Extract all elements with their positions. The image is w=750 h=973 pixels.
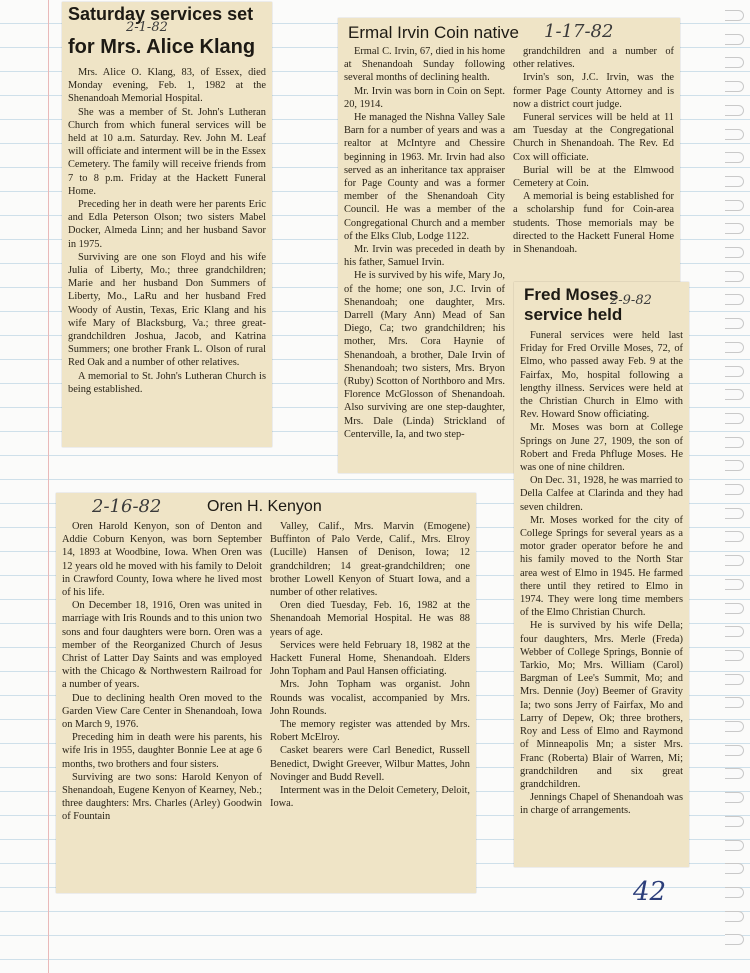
klang-date: 2-1-82 [126, 20, 168, 35]
clipping-moses [514, 282, 689, 867]
klang-headline-2: for Mrs. Alice Klang [68, 36, 256, 58]
spiral-hole [725, 863, 744, 874]
klang-headline-1: Saturday services set [68, 4, 254, 24]
kenyon-paragraph: Interment was in the Deloit Cemetery, Deloit, Iowa. [270, 785, 470, 810]
moses-paragraph: Mr. Moses was born at College Springs on June 27, 1909, the son of Robert and Freda Phfluge Moses. He was one of nine children. [520, 422, 683, 474]
spiral-hole [725, 413, 744, 424]
spiral-hole [725, 57, 744, 68]
spiral-hole [725, 603, 744, 614]
irvin-paragraph: He managed the Nishna Valley Sale Barn for a number of years and was a realtor at McIntyre and Chessire beginning in 1963. Mr. Irvin had also served as an inheritance tax appraiser for Page County and was a former member of the Shenandoah City Council. He was a member of the Congregational Church and a member of the Elks Club, Lodge 1122. [344, 112, 505, 242]
klang-paragraph: She was a member of St. John's Lutheran Church from which funeral services will be held at 10 a.m. Saturday. Rev. John M. Leaf will officiate and interment will be in the Essex Cemetery. The family will receive friends from 7 to 8 p.m. Friday at the Hackett Funeral Home. [68, 106, 266, 197]
klang-body [68, 66, 266, 396]
moses-paragraph: Mr. Moses worked for the city of College Springs for several years as a motor grader operator before he and his family moved to the North Star area west of Elmo in 1945. He farmed there until they retired to Elmo in 1974. They were long time members of the Elmo Christian Church. [520, 514, 683, 619]
kenyon-column-1 [62, 520, 262, 824]
spiral-hole [725, 342, 744, 353]
clipping-kenyon [56, 493, 476, 893]
spiral-hole [725, 721, 744, 732]
kenyon-paragraph: Oren Harold Kenyon, son of Denton and Addie Coburn Kenyon, was born September 14, 1893 at Woodbine, Iowa. When Oren was 12 years old he moved with his family to Deloit in Crawford County, Iowa where he lived most of his life. [62, 521, 262, 599]
moses-date: 2-9-82 [610, 293, 652, 308]
kenyon-paragraph: Casket bearers were Carl Benedict, Russell Benedict, Dwight Greever, Wilbur Mattes, John Novinger and Budd Revell. [270, 745, 470, 783]
page-number: 42 [633, 877, 667, 907]
irvin-paragraph: Burial will be at the Elmwood Cemetery at Coin. [513, 164, 674, 190]
klang-paragraph: Surviving are one son Floyd and his wife Julia of Liberty, Mo.; three grandchildren; Marie and her husband Don Summers of Liberty, Mo., LaRu and her husband Fred Woody of Austin, Texas, Eric Klang and his wife Mary of Blacksburg, Va.; three great-grandchildren Joshua, Jacob, and Katrina Summers; one brother Frank L. Olson of rural Red Oak and a number of other relatives. [68, 251, 266, 369]
spiral-hole [725, 460, 744, 471]
kenyon-headline: Oren H. Kenyon [207, 498, 322, 515]
moses-headline-2: service held [524, 305, 623, 324]
kenyon-paragraph: On December 18, 1916, Oren was united in marriage with Iris Rounds and to this union two sons and four daughters were born. Oren was a member of the Reorganized Church of Jesus Christ of Latter Day Saints and was employed with the Chicago & Northwestern Railroad for a number of years. [62, 600, 262, 691]
spiral-hole [725, 366, 744, 377]
spiral-hole [725, 81, 744, 92]
kenyon-paragraph: Due to declining health Oren moved to the Garden View Care Center in Shenandoah, Iowa on March 9, 1976. [62, 692, 262, 731]
spiral-hole [725, 840, 744, 851]
spiral-hole [725, 768, 744, 779]
spiral-hole [725, 437, 744, 448]
kenyon-paragraph: Services were held February 18, 1982 at the Hackett Funeral Home, Shenandoah. Elders John Topham and Paul Hansen officiating. [270, 639, 470, 678]
kenyon-paragraph: Surviving are two sons: Harold Kenyon of Shenandoah, Eugene Kenyon of Kearney, Neb.; three daughters: Mrs. Charles (Arley) Goodwin of Fountain [62, 771, 262, 823]
spiral-hole [725, 200, 744, 211]
moses-paragraph: He is survived by his wife Della; four daughters, Mrs. Merle (Freda) Webber of College Springs, Bonnie of Tarkio, Mo; Mrs. William (Carol) Bargman of Lee's Summit, Mo; and Mrs. Dennie (Joy) Beemer of Gravity Ia; two sons Jerry of Fairfax, Mo and Larry of Depew, Ok; three brothers, Roy and Less of Elmo and Raymond of Minneapolis Mn; a sister Mrs. Franc (Roberta) Blair of Warren, Mi; grandchildren and six great grandchildren. [520, 620, 683, 790]
spiral-hole [725, 389, 744, 400]
spiral-hole [725, 911, 744, 922]
kenyon-columns [62, 520, 470, 824]
spiral-hole [725, 129, 744, 140]
kenyon-column-2 [270, 520, 470, 824]
kenyon-paragraph: Oren died Tuesday, Feb. 16, 1982 at the Shenandoah Memorial Hospital. He was 88 years of age. [270, 600, 470, 638]
spiral-hole [725, 579, 744, 590]
clipping-klang [62, 2, 272, 447]
irvin-headline: Ermal Irvin Coin native [348, 23, 520, 42]
spiral-hole [725, 105, 744, 116]
spiral-hole [725, 247, 744, 258]
irvin-column-1 [344, 45, 505, 441]
klang-paragraph: A memorial to St. John's Lutheran Church is being established. [68, 370, 266, 395]
kenyon-paragraph: The memory register was attended by Mrs. Robert McElroy. [270, 719, 470, 744]
kenyon-paragraph: Mrs. John Topham was organist. John Rounds was vocalist, accompanied by Mrs. John Rounds. [270, 679, 470, 717]
spiral-hole [725, 555, 744, 566]
irvin-paragraph: He is survived by his wife, Mary Jo, of the home; one son, J.C. Irvin of Shenandoah; one daughter, Mrs. Darrell (Mary Ann) Mead of San Diego, Ca; two grandchildren; his mother, Mrs. Cora Haynie of Shenandoah, a brother, Dale Irvin of Shenandoah; two sisters, Mrs. Bryon (Ruby) Scotton of Northboro and Mrs. Florence McGlosson of Shenandoah. Also surviving are one step-daughter, Mrs. Dale (Linda) Strickland of Centerville, Ia, and two step- [344, 270, 505, 440]
spiral-hole [725, 176, 744, 187]
spiral-hole [725, 816, 744, 827]
spiral-hole [725, 934, 744, 945]
spiral-hole [725, 294, 744, 305]
irvin-paragraph: Ermal C. Irvin, 67, died in his home at Shenandoah Sunday following several months of declining health. [344, 46, 505, 84]
irvin-paragraph: A memorial is being established for a scholarship fund for Coin-area students. Those memorials may be directed to the Hackett Funeral Home in Shenandoah. [513, 191, 674, 256]
spiral-hole [725, 152, 744, 163]
spiral-hole [725, 650, 744, 661]
spiral-holes [720, 10, 744, 960]
spiral-hole [725, 792, 744, 803]
irvin-paragraph: Irvin's son, J.C. Irvin, was the former Page County Attorney and is now a district court judge. [513, 72, 674, 110]
spiral-hole [725, 34, 744, 45]
spiral-hole [725, 531, 744, 542]
margin-line [48, 0, 49, 973]
moses-paragraph: On Dec. 31, 1928, he was married to Della Calfee at Clarinda and they had seven children. [520, 475, 683, 513]
spiral-hole [725, 271, 744, 282]
spiral-hole [725, 484, 744, 495]
klang-paragraph: Preceding her in death were her parents Eric and Edla Peterson Olson; two sisters Mabel Docker, Almeda Linn; and her husband Savor in 1975. [68, 199, 266, 250]
spiral-hole [725, 626, 744, 637]
moses-body [520, 329, 683, 818]
kenyon-paragraph: Preceding him in death were his parents, his wife Iris in 1955, daughter Bonnie Lee at age 6 months, two brothers and four sisters. [62, 732, 262, 770]
spiral-hole [725, 887, 744, 898]
kenyon-paragraph: Valley, Calif., Mrs. Marvin (Emogene) Buffinton of Palo Verde, Calif., Mrs. Elroy (Lucille) Hansen of Denison, Iowa; 12 grandchildren; 14 great-grandchildren; one brother Lowell Kenyon of Stuart Iowa, and a number of other relatives. [270, 521, 470, 599]
irvin-date: 1-17-82 [544, 21, 614, 42]
spiral-hole [725, 10, 744, 21]
spiral-hole [725, 697, 744, 708]
kenyon-date: 2-16-82 [92, 496, 162, 517]
irvin-paragraph: grandchildren and a number of other relatives. [513, 46, 674, 71]
spiral-hole [725, 674, 744, 685]
moses-paragraph: Jennings Chapel of Shenandoah was in charge of arrangements. [520, 792, 683, 817]
spiral-hole [725, 318, 744, 329]
irvin-paragraph: Mr. Irvin was born in Coin on Sept. 20, 1914. [344, 85, 505, 110]
moses-paragraph: Funeral services were held last Friday for Fred Orville Moses, 72, of Elmo, who passed away Feb. 9 at the Fairfax, Mo, hospital following a lengthy illness. Services were held at the Christian Church in Elmo with Rev. Howard Snow officiating. [520, 330, 683, 421]
moses-headline-1: Fred Moses [524, 285, 619, 304]
irvin-paragraph: Funeral services will be held at 11 am Tuesday at the Congregational Church in Shenandoah. The Rev. Ed Cox will officiate. [513, 112, 674, 163]
klang-paragraph: Mrs. Alice O. Klang, 83, of Essex, died Monday evening, Feb. 1, 1982 at the Shenandoah Memorial Hospital. [68, 67, 266, 105]
irvin-paragraph: Mr. Irvin was preceded in death by his father, Samuel Irvin. [344, 244, 505, 269]
spiral-hole [725, 223, 744, 234]
spiral-hole [725, 745, 744, 756]
spiral-hole [725, 508, 744, 519]
